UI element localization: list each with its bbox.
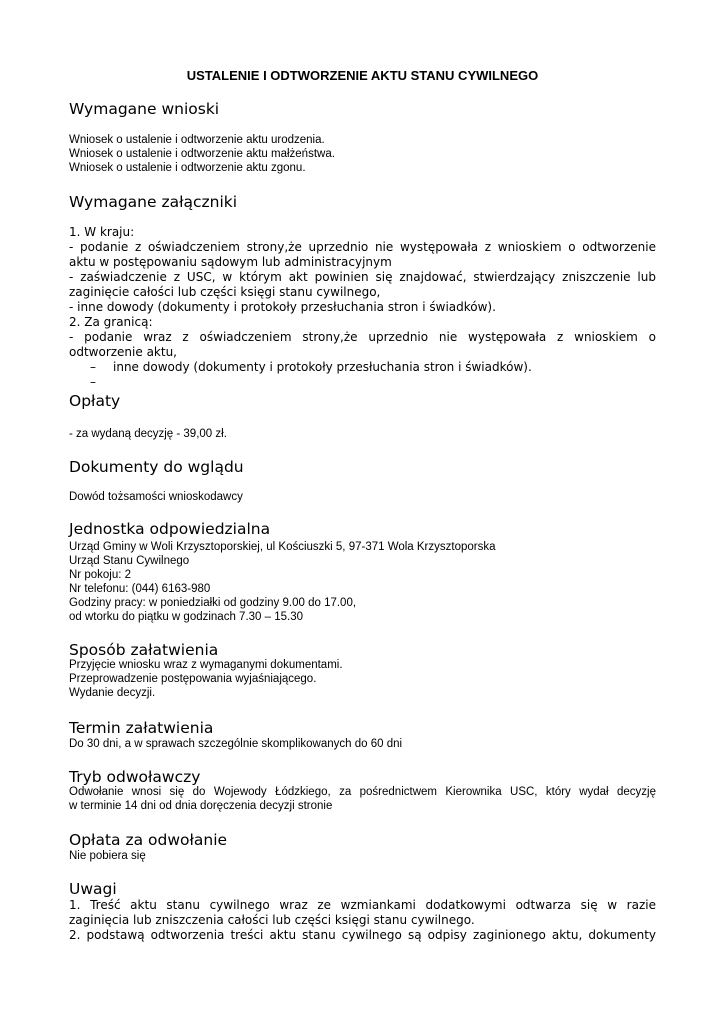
zalaczniki-line: - inne dowody (dokumenty i protokoły przesłuchania stron i świadków). xyxy=(69,300,496,314)
document-title: USTALENIE I ODTWORZENIE AKTU STANU CYWILNEGO xyxy=(186,68,539,83)
heading-jednostka-odpowiedzialna: Jednostka odpowiedzialna xyxy=(69,520,271,538)
zalaczniki-line: - podanie wraz z oświadczeniem strony,że uprzednio nie występowała z wnioskiem o xyxy=(69,330,656,344)
jednostka-details xyxy=(69,540,656,624)
zalaczniki-body xyxy=(69,225,656,390)
heading-tryb-odwolawczy: Tryb odwoławczy xyxy=(69,768,201,786)
uwagi-line: 1. Treść aktu stanu cywilnego wraz ze wzmiankami dodatkowymi odtwarza się w razie xyxy=(69,898,656,912)
zalaczniki-kraj-label: 1. W kraju: xyxy=(69,225,135,239)
heading-wymagane-zalaczniki: Wymagane załączniki xyxy=(69,193,238,211)
tryb-line: w terminie 14 dni od dnia doręczenia decyzji stronie xyxy=(69,800,333,812)
zalaczniki-granica-label: 2. Za granicą: xyxy=(69,315,153,329)
wnioski-list xyxy=(69,133,656,175)
uwagi-text xyxy=(69,898,656,943)
sposob-line: Przyjęcie wniosku wraz z wymaganymi dokumentami. xyxy=(69,659,343,671)
jednostka-line: Godziny pracy: w poniedziałki od godziny 9.00 do 17.00, xyxy=(69,597,357,609)
uwagi-line: 2. podstawą odtworzenia treści aktu stanu cywilnego są odpisy zaginionego aktu, dokumenty xyxy=(69,928,656,942)
jednostka-line: Urząd Gminy w Woli Krzysztoporskiej, ul Kościuszki 5, 97-371 Wola Krzysztoporska xyxy=(69,541,496,553)
sposob-line: Przeprowadzenie postępowania wyjaśniającego. xyxy=(69,673,317,685)
wnioski-line: Wniosek o ustalenie i odtworzenie aktu urodzenia. xyxy=(69,134,325,146)
heading-sposob-zalatwienia: Sposób załatwienia xyxy=(69,641,219,659)
dash-bullet: – xyxy=(90,360,96,374)
zalaczniki-dash-item xyxy=(69,375,656,390)
dokumenty-line: Dowód tożsamości wnioskodawcy xyxy=(69,491,243,503)
heading-oplata-za-odwolanie: Opłata za odwołanie xyxy=(69,831,228,849)
heading-uwagi: Uwagi xyxy=(69,880,117,898)
zalaczniki-line: aktu w postępowaniu sądowym lub administracyjnym xyxy=(69,255,392,269)
oplaty-line: - za wydaną decyzję - 39,00 zł. xyxy=(69,428,227,440)
jednostka-line: od wtorku do piątku w godzinach 7.30 – 15.30 xyxy=(69,611,303,623)
tryb-text xyxy=(69,785,656,813)
termin-line: Do 30 dni, a w sprawach szczególnie skomplikowanych do 60 dni xyxy=(69,738,403,750)
tryb-line: Odwołanie wnosi się do Wojewody Łódzkiego, za pośrednictwem Kierownika USC, który wydał decyzję xyxy=(69,786,656,798)
jednostka-line: Nr telefonu: (044) 6163-980 xyxy=(69,583,211,595)
uwagi-line: zaginięcia lub zniszczenia całości lub części księgi stanu cywilnego. xyxy=(69,913,475,927)
oplata-odwolanie-line: Nie pobiera się xyxy=(69,850,146,862)
zalaczniki-line: zaginięcie całości lub części księgi stanu cywilnego, xyxy=(69,285,381,299)
jednostka-line: Nr pokoju: 2 xyxy=(69,569,132,581)
zalaczniki-dash-item xyxy=(69,360,656,375)
zalaczniki-line: inne dowody (dokumenty i protokoły przesłuchania stron i świadków). xyxy=(113,360,532,374)
zalaczniki-line: - zaświadczenie z USC, w którym akt powinien się znajdować, stwierdzający zniszczenie lub xyxy=(69,270,656,284)
dash-bullet: – xyxy=(90,375,96,389)
zalaczniki-line: - podanie z oświadczeniem strony,że uprzednio nie występowała z wnioskiem o odtworzenie xyxy=(69,240,656,254)
sposob-line: Wydanie decyzji. xyxy=(69,687,156,699)
wnioski-line: Wniosek o ustalenie i odtworzenie aktu zgonu. xyxy=(69,162,306,174)
heading-dokumenty-do-wgladu: Dokumenty do wglądu xyxy=(69,458,244,476)
heading-oplaty: Opłaty xyxy=(69,392,121,410)
wnioski-line: Wniosek o ustalenie i odtworzenie aktu małżeństwa. xyxy=(69,148,335,160)
jednostka-line: Urząd Stanu Cywilnego xyxy=(69,555,190,567)
zalaczniki-line: odtworzenie aktu, xyxy=(69,345,177,359)
sposob-list xyxy=(69,658,656,700)
heading-wymagane-wnioski: Wymagane wnioski xyxy=(69,100,220,118)
heading-termin-zalatwienia: Termin załatwienia xyxy=(69,719,214,737)
